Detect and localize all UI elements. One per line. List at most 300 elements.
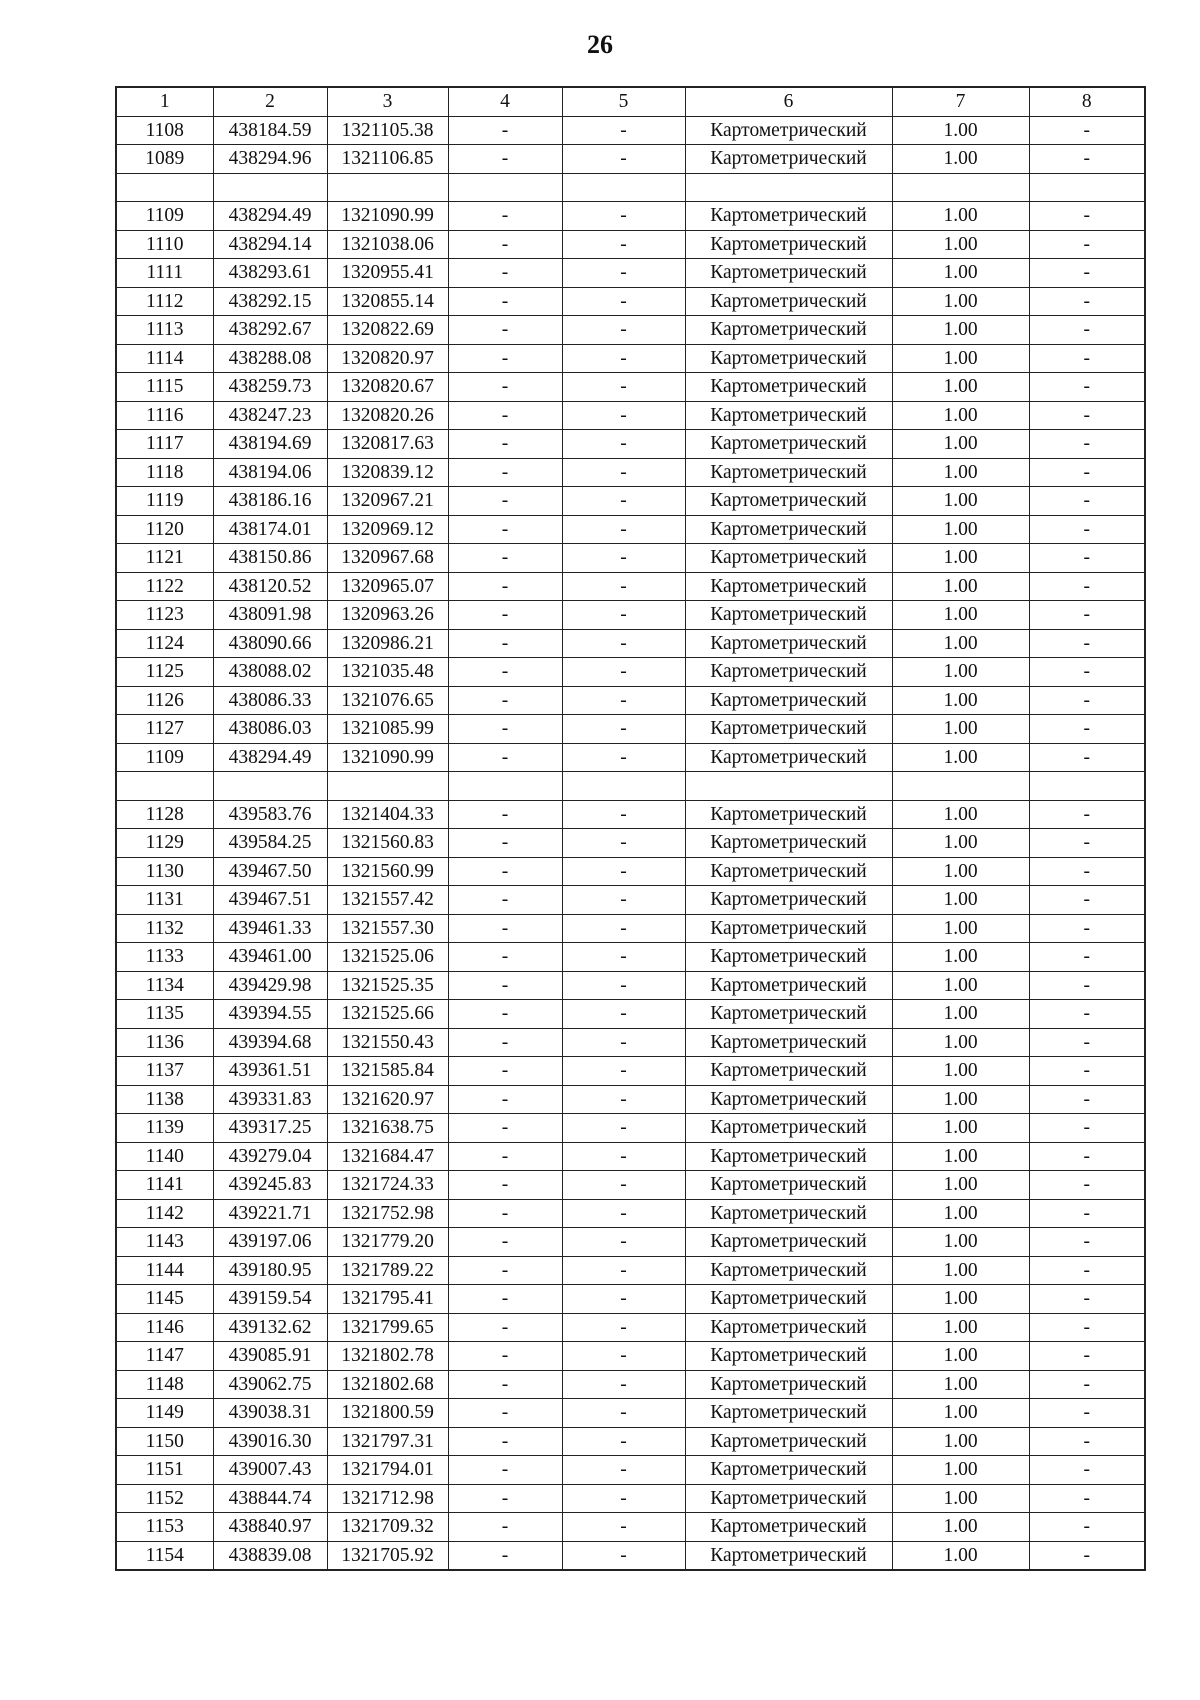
column-5-value: - (562, 914, 685, 943)
table-row (116, 287, 1145, 316)
y-coordinate: 1320969.12 (327, 515, 448, 544)
accuracy-value: 1.00 (892, 629, 1029, 658)
y-coordinate: 1321620.97 (327, 1085, 448, 1114)
column-4-value: - (448, 629, 562, 658)
column-8-value: - (1029, 1057, 1145, 1086)
accuracy-value: 1.00 (892, 572, 1029, 601)
x-coordinate: 438088.02 (213, 658, 327, 687)
x-coordinate: 438194.69 (213, 430, 327, 459)
point-number: 1123 (116, 601, 213, 630)
y-coordinate: 1321105.38 (327, 116, 448, 145)
column-5-value: - (562, 202, 685, 231)
column-5-value: - (562, 715, 685, 744)
column-8-value: - (1029, 1456, 1145, 1485)
y-coordinate: 1321525.66 (327, 1000, 448, 1029)
column-header: 8 (1029, 87, 1145, 116)
method-value: Картометрический (685, 373, 892, 402)
accuracy-value: 1.00 (892, 230, 1029, 259)
x-coordinate: 439132.62 (213, 1313, 327, 1342)
accuracy-value: 1.00 (892, 686, 1029, 715)
column-5-value: - (562, 316, 685, 345)
point-number: 1118 (116, 458, 213, 487)
y-coordinate (327, 772, 448, 801)
y-coordinate: 1321724.33 (327, 1171, 448, 1200)
column-5-value: - (562, 629, 685, 658)
method-value: Картометрический (685, 1085, 892, 1114)
accuracy-value: 1.00 (892, 1399, 1029, 1428)
point-number: 1112 (116, 287, 213, 316)
column-8-value: - (1029, 1427, 1145, 1456)
column-5-value: - (562, 1142, 685, 1171)
x-coordinate: 439461.33 (213, 914, 327, 943)
column-4-value: - (448, 544, 562, 573)
column-8-value: - (1029, 800, 1145, 829)
y-coordinate: 1321797.31 (327, 1427, 448, 1456)
accuracy-value: 1.00 (892, 1513, 1029, 1542)
column-4-value: - (448, 886, 562, 915)
column-5-value: - (562, 430, 685, 459)
column-8-value: - (1029, 1142, 1145, 1171)
x-coordinate: 439461.00 (213, 943, 327, 972)
column-8-value: - (1029, 1228, 1145, 1257)
table-row (116, 373, 1145, 402)
column-5-value: - (562, 971, 685, 1000)
table-row (116, 1399, 1145, 1428)
column-5-value: - (562, 1085, 685, 1114)
point-number: 1134 (116, 971, 213, 1000)
point-number: 1141 (116, 1171, 213, 1200)
method-value: Картометрический (685, 259, 892, 288)
column-8-value: - (1029, 1313, 1145, 1342)
accuracy-value: 1.00 (892, 715, 1029, 744)
column-5-value: - (562, 1256, 685, 1285)
column-4-value: - (448, 1171, 562, 1200)
x-coordinate: 439317.25 (213, 1114, 327, 1143)
y-coordinate: 1320955.41 (327, 259, 448, 288)
accuracy-value: 1.00 (892, 601, 1029, 630)
method-value: Картометрический (685, 401, 892, 430)
column-8-value: - (1029, 116, 1145, 145)
x-coordinate: 438292.67 (213, 316, 327, 345)
point-number: 1139 (116, 1114, 213, 1143)
y-coordinate: 1320986.21 (327, 629, 448, 658)
column-5-value: - (562, 1057, 685, 1086)
x-coordinate: 438086.03 (213, 715, 327, 744)
table-row (116, 1142, 1145, 1171)
table-row (116, 1256, 1145, 1285)
x-coordinate: 439331.83 (213, 1085, 327, 1114)
table-row (116, 1541, 1145, 1570)
x-coordinate: 438294.96 (213, 145, 327, 174)
column-4-value: - (448, 401, 562, 430)
separator-row (116, 772, 1145, 801)
accuracy-value: 1.00 (892, 287, 1029, 316)
accuracy-value: 1.00 (892, 145, 1029, 174)
column-4-value: - (448, 1427, 562, 1456)
method-value: Картометрический (685, 1513, 892, 1542)
method-value (685, 173, 892, 202)
column-5-value: - (562, 116, 685, 145)
x-coordinate: 438294.14 (213, 230, 327, 259)
x-coordinate: 439159.54 (213, 1285, 327, 1314)
column-5-value: - (562, 1199, 685, 1228)
table-row (116, 1313, 1145, 1342)
table-row (116, 1085, 1145, 1114)
method-value: Картометрический (685, 1342, 892, 1371)
column-8-value: - (1029, 658, 1145, 687)
point-number: 1124 (116, 629, 213, 658)
column-4-value: - (448, 430, 562, 459)
accuracy-value: 1.00 (892, 658, 1029, 687)
y-coordinate: 1321038.06 (327, 230, 448, 259)
x-coordinate: 439429.98 (213, 971, 327, 1000)
column-5-value: - (562, 1028, 685, 1057)
point-number: 1136 (116, 1028, 213, 1057)
x-coordinate: 438839.08 (213, 1541, 327, 1570)
column-8-value: - (1029, 686, 1145, 715)
column-8-value: - (1029, 914, 1145, 943)
x-coordinate: 439245.83 (213, 1171, 327, 1200)
column-4-value: - (448, 287, 562, 316)
x-coordinate (213, 173, 327, 202)
accuracy-value: 1.00 (892, 1199, 1029, 1228)
accuracy-value: 1.00 (892, 1342, 1029, 1371)
column-4-value: - (448, 1142, 562, 1171)
method-value: Картометрический (685, 914, 892, 943)
accuracy-value: 1.00 (892, 116, 1029, 145)
point-number: 1110 (116, 230, 213, 259)
column-4-value: - (448, 1285, 562, 1314)
y-coordinate: 1321106.85 (327, 145, 448, 174)
column-8-value: - (1029, 316, 1145, 345)
x-coordinate: 438150.86 (213, 544, 327, 573)
method-value: Картометрический (685, 1028, 892, 1057)
column-5-value: - (562, 1114, 685, 1143)
method-value: Картометрический (685, 544, 892, 573)
table-row (116, 1199, 1145, 1228)
column-8-value: - (1029, 544, 1145, 573)
accuracy-value: 1.00 (892, 1114, 1029, 1143)
column-header: 2 (213, 87, 327, 116)
point-number: 1121 (116, 544, 213, 573)
method-value: Картометрический (685, 1199, 892, 1228)
x-coordinate: 438294.49 (213, 202, 327, 231)
column-4-value: - (448, 971, 562, 1000)
column-5-value: - (562, 1171, 685, 1200)
column-4-value: - (448, 116, 562, 145)
column-4-value: - (448, 230, 562, 259)
column-5-value (562, 772, 685, 801)
x-coordinate: 439038.31 (213, 1399, 327, 1428)
column-5-value: - (562, 800, 685, 829)
point-number: 1135 (116, 1000, 213, 1029)
table-row (116, 1427, 1145, 1456)
x-coordinate: 439221.71 (213, 1199, 327, 1228)
column-8-value: - (1029, 1085, 1145, 1114)
accuracy-value: 1.00 (892, 1028, 1029, 1057)
point-number: 1114 (116, 344, 213, 373)
column-8-value: - (1029, 1256, 1145, 1285)
column-8-value: - (1029, 458, 1145, 487)
table-row (116, 1028, 1145, 1057)
method-value: Картометрический (685, 629, 892, 658)
column-5-value: - (562, 1000, 685, 1029)
column-4-value: - (448, 1256, 562, 1285)
table-row (116, 458, 1145, 487)
x-coordinate: 438090.66 (213, 629, 327, 658)
table-row (116, 259, 1145, 288)
point-number: 1148 (116, 1370, 213, 1399)
column-5-value: - (562, 344, 685, 373)
point-number: 1125 (116, 658, 213, 687)
accuracy-value: 1.00 (892, 344, 1029, 373)
accuracy-value: 1.00 (892, 829, 1029, 858)
column-8-value: - (1029, 857, 1145, 886)
method-value: Картометрический (685, 230, 892, 259)
method-value: Картометрический (685, 943, 892, 972)
column-4-value: - (448, 1057, 562, 1086)
method-value: Картометрический (685, 145, 892, 174)
column-8-value: - (1029, 202, 1145, 231)
column-4-value: - (448, 1370, 562, 1399)
x-coordinate: 438120.52 (213, 572, 327, 601)
y-coordinate: 1320822.69 (327, 316, 448, 345)
y-coordinate: 1321684.47 (327, 1142, 448, 1171)
method-value: Картометрический (685, 1256, 892, 1285)
accuracy-value: 1.00 (892, 1228, 1029, 1257)
accuracy-value: 1.00 (892, 1142, 1029, 1171)
column-5-value: - (562, 857, 685, 886)
column-4-value: - (448, 743, 562, 772)
y-coordinate: 1321794.01 (327, 1456, 448, 1485)
column-5-value: - (562, 1285, 685, 1314)
method-value: Картометрический (685, 116, 892, 145)
point-number: 1111 (116, 259, 213, 288)
y-coordinate: 1321802.68 (327, 1370, 448, 1399)
column-8-value: - (1029, 373, 1145, 402)
x-coordinate: 438184.59 (213, 116, 327, 145)
y-coordinate: 1320963.26 (327, 601, 448, 630)
table-row (116, 800, 1145, 829)
point-number: 1122 (116, 572, 213, 601)
column-5-value: - (562, 458, 685, 487)
y-coordinate: 1321557.42 (327, 886, 448, 915)
accuracy-value: 1.00 (892, 259, 1029, 288)
y-coordinate: 1320820.97 (327, 344, 448, 373)
x-coordinate: 439467.51 (213, 886, 327, 915)
y-coordinate: 1321799.65 (327, 1313, 448, 1342)
column-5-value: - (562, 1541, 685, 1570)
column-5-value: - (562, 1456, 685, 1485)
point-number: 1109 (116, 202, 213, 231)
column-8-value: - (1029, 1285, 1145, 1314)
method-value: Картометрический (685, 1399, 892, 1428)
column-4-value: - (448, 1342, 562, 1371)
column-5-value: - (562, 1484, 685, 1513)
x-coordinate: 439394.68 (213, 1028, 327, 1057)
column-4-value: - (448, 1114, 562, 1143)
column-5-value: - (562, 1399, 685, 1428)
accuracy-value: 1.00 (892, 1057, 1029, 1086)
table-row (116, 629, 1145, 658)
method-value: Картометрический (685, 515, 892, 544)
column-8-value: - (1029, 1199, 1145, 1228)
y-coordinate: 1321560.83 (327, 829, 448, 858)
y-coordinate: 1320967.21 (327, 487, 448, 516)
point-number: 1144 (116, 1256, 213, 1285)
accuracy-value: 1.00 (892, 743, 1029, 772)
x-coordinate: 438247.23 (213, 401, 327, 430)
accuracy-value: 1.00 (892, 943, 1029, 972)
method-value: Картометрический (685, 458, 892, 487)
table-header-row (116, 87, 1145, 116)
table-row (116, 1057, 1145, 1086)
table-row (116, 658, 1145, 687)
y-coordinate: 1321712.98 (327, 1484, 448, 1513)
column-4-value: - (448, 344, 562, 373)
column-8-value: - (1029, 572, 1145, 601)
y-coordinate: 1320820.67 (327, 373, 448, 402)
y-coordinate: 1320967.68 (327, 544, 448, 573)
y-coordinate: 1321404.33 (327, 800, 448, 829)
y-coordinate: 1321525.35 (327, 971, 448, 1000)
table-row (116, 601, 1145, 630)
y-coordinate: 1321035.48 (327, 658, 448, 687)
column-5-value: - (562, 259, 685, 288)
method-value: Картометрический (685, 829, 892, 858)
column-4-value: - (448, 715, 562, 744)
y-coordinate: 1320817.63 (327, 430, 448, 459)
column-4-value (448, 772, 562, 801)
column-5-value: - (562, 145, 685, 174)
x-coordinate: 438086.33 (213, 686, 327, 715)
column-4-value: - (448, 572, 562, 601)
column-4-value: - (448, 857, 562, 886)
table-row (116, 1513, 1145, 1542)
x-coordinate: 438292.15 (213, 287, 327, 316)
point-number: 1142 (116, 1199, 213, 1228)
point-number: 1128 (116, 800, 213, 829)
column-8-value: - (1029, 230, 1145, 259)
table-row (116, 1171, 1145, 1200)
point-number: 1151 (116, 1456, 213, 1485)
column-8-value: - (1029, 1000, 1145, 1029)
column-4-value: - (448, 316, 562, 345)
method-value: Картометрический (685, 800, 892, 829)
column-header: 7 (892, 87, 1029, 116)
column-8-value: - (1029, 259, 1145, 288)
accuracy-value: 1.00 (892, 1256, 1029, 1285)
column-4-value: - (448, 1228, 562, 1257)
method-value: Картометрический (685, 1114, 892, 1143)
x-coordinate: 438294.49 (213, 743, 327, 772)
method-value (685, 772, 892, 801)
point-number: 1152 (116, 1484, 213, 1513)
x-coordinate: 439197.06 (213, 1228, 327, 1257)
table-row (116, 515, 1145, 544)
accuracy-value: 1.00 (892, 886, 1029, 915)
y-coordinate: 1321550.43 (327, 1028, 448, 1057)
accuracy-value: 1.00 (892, 914, 1029, 943)
x-coordinate: 439180.95 (213, 1256, 327, 1285)
column-5-value: - (562, 1228, 685, 1257)
column-8-value: - (1029, 1171, 1145, 1200)
column-8-value: - (1029, 629, 1145, 658)
column-4-value: - (448, 1028, 562, 1057)
column-4-value: - (448, 1199, 562, 1228)
y-coordinate: 1321709.32 (327, 1513, 448, 1542)
method-value: Картометрический (685, 1456, 892, 1485)
column-8-value: - (1029, 1114, 1145, 1143)
point-number (116, 173, 213, 202)
y-coordinate: 1321752.98 (327, 1199, 448, 1228)
x-coordinate: 439016.30 (213, 1427, 327, 1456)
accuracy-value: 1.00 (892, 1484, 1029, 1513)
accuracy-value (892, 173, 1029, 202)
column-5-value: - (562, 373, 685, 402)
table-row (116, 1000, 1145, 1029)
column-header: 3 (327, 87, 448, 116)
column-8-value (1029, 772, 1145, 801)
method-value: Картометрический (685, 1427, 892, 1456)
x-coordinate: 439279.04 (213, 1142, 327, 1171)
x-coordinate: 439583.76 (213, 800, 327, 829)
point-number: 1109 (116, 743, 213, 772)
column-5-value: - (562, 401, 685, 430)
column-5-value: - (562, 487, 685, 516)
x-coordinate: 438091.98 (213, 601, 327, 630)
method-value: Картометрический (685, 572, 892, 601)
column-4-value: - (448, 145, 562, 174)
table-row (116, 914, 1145, 943)
y-coordinate: 1321795.41 (327, 1285, 448, 1314)
column-header: 5 (562, 87, 685, 116)
y-coordinate: 1321585.84 (327, 1057, 448, 1086)
accuracy-value: 1.00 (892, 800, 1029, 829)
method-value: Картометрический (685, 601, 892, 630)
y-coordinate: 1321525.06 (327, 943, 448, 972)
column-5-value: - (562, 230, 685, 259)
point-number: 1130 (116, 857, 213, 886)
point-number (116, 772, 213, 801)
column-header: 6 (685, 87, 892, 116)
point-number: 1132 (116, 914, 213, 943)
method-value: Картометрический (685, 316, 892, 345)
accuracy-value: 1.00 (892, 515, 1029, 544)
accuracy-value: 1.00 (892, 487, 1029, 516)
x-coordinate: 439467.50 (213, 857, 327, 886)
column-4-value: - (448, 202, 562, 231)
y-coordinate: 1321090.99 (327, 202, 448, 231)
column-4-value: - (448, 800, 562, 829)
column-8-value: - (1029, 430, 1145, 459)
table-row (116, 316, 1145, 345)
column-8-value: - (1029, 515, 1145, 544)
x-coordinate: 438174.01 (213, 515, 327, 544)
column-5-value: - (562, 686, 685, 715)
accuracy-value: 1.00 (892, 1000, 1029, 1029)
accuracy-value: 1.00 (892, 1456, 1029, 1485)
column-5-value: - (562, 287, 685, 316)
table-row (116, 145, 1145, 174)
column-4-value: - (448, 515, 562, 544)
y-coordinate: 1321705.92 (327, 1541, 448, 1570)
column-8-value: - (1029, 145, 1145, 174)
column-header: 1 (116, 87, 213, 116)
table-row (116, 230, 1145, 259)
y-coordinate: 1321802.78 (327, 1342, 448, 1371)
column-4-value: - (448, 487, 562, 516)
